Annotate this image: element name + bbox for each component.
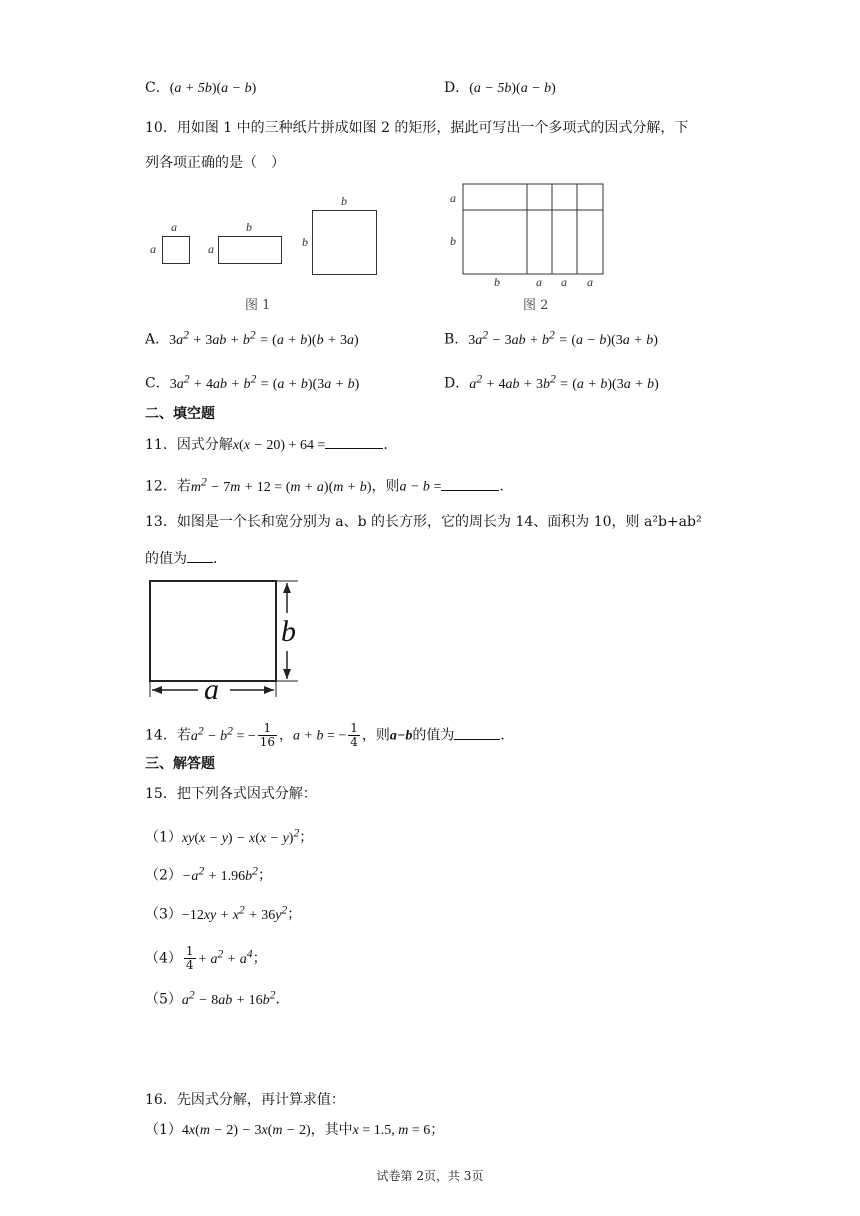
q13-label-b: b [281, 615, 296, 648]
rectangle-top-label: b [246, 220, 252, 234]
small-square [162, 236, 190, 264]
small-square-left-label: a [150, 242, 156, 256]
q12: 12．若$m^2 - 7m + 12 = (m + a)(m + b)$，则a − b = ． [145, 475, 514, 495]
figure-2-bottom-a1: a [536, 275, 542, 289]
big-square-top-label: b [341, 194, 347, 208]
figure-2-bottom-a2: a [561, 275, 567, 289]
section-solve-title: 三、解答题 [145, 756, 215, 772]
figure-2-caption: 图 2 [523, 298, 549, 313]
q16-title: 16．先因式分解，再计算求值： [145, 1092, 345, 1108]
q10-option-b: B．$3a^2 - 3ab + b^2 = (a - b)(3a + b)$ [444, 328, 658, 348]
small-square-top-label: a [171, 220, 177, 234]
figure-1-caption: 图 1 [245, 298, 271, 313]
q15-item-1: $(1)xy(x - y) - x(x - y)^2$； [145, 826, 314, 846]
q10-stem-line1: 10．用如图 1 中的三种纸片拼成如图 2 的矩形，据此可写出一个多项式的因式分解，下 [145, 120, 689, 136]
q15-title: 15．把下列各式因式分解： [145, 786, 317, 802]
q10-option-a: A．$3a^2 + 3ab + b^2 = (a + b)(b + 3a)$ [145, 328, 359, 348]
q13-stem-line2: 的值为 ． [145, 548, 227, 569]
q10-figure-1 [140, 190, 400, 320]
figure-2-bottom-b: b [494, 275, 500, 289]
q11: 11．因式分解x(x − 20) + 64 = ． [145, 434, 397, 456]
q15-item-5: $(5)a^2 - 8ab + 16b^2$． [145, 988, 290, 1008]
q10-figure-2 [440, 180, 620, 315]
q10-stem-line2: 列各项正确的是（ ） [145, 155, 285, 171]
figure-2-left-a: a [450, 191, 456, 205]
figure-2-bottom-a3: a [587, 275, 593, 289]
q10-option-c: C．$3a^2 + 4ab + b^2 = (a + b)(3a + b)$ [145, 372, 360, 392]
q16-item-1: （1）4x(m − 2) − 3x(m − 2)，其中x = 1.5, m = 6； [145, 1122, 445, 1138]
big-square-left-label: b [302, 235, 308, 249]
q9-option-d: D．(a − 5b)(a − b) [444, 80, 556, 96]
q13-figure [140, 575, 320, 706]
big-square [312, 210, 377, 275]
q13-stem-line1: 13．如图是一个长和宽分别为 a、b 的长方形，它的周长为 14、面积为 10，则 a²b+ab² [145, 514, 702, 530]
rectangle [218, 236, 282, 264]
composite-rectangle [440, 180, 620, 280]
q9-option-c: C．(a + 5b)(a − b) [145, 80, 257, 96]
rectangle-left-label: a [208, 242, 214, 256]
page-footer: 试卷第 2页，共 3页 [376, 1169, 484, 1183]
q15-item-3: $(3)-12xy + x^2 + 36y^2$； [145, 903, 302, 923]
q15-item-4: （4） $\frac{1}{4}$ + $a^2 + a^4$； [145, 944, 267, 973]
q15-item-2: $(2)-a^2 + 1.96b^2$； [145, 864, 272, 884]
figure-2-left-b: b [450, 234, 456, 248]
q13-label-a: a [204, 673, 219, 706]
q10-option-d: D．$a^2 + 4ab + 3b^2 = (a + b)(3a + b)$ [444, 372, 659, 392]
q14: 14．若$a^2 - b^2$ = − $\frac{1}{16}$ ，a + b = − $\frac{1}{4}$ ，则a−b的值为 ． [145, 721, 515, 750]
section-fill-in-title: 二、填空题 [145, 406, 215, 422]
